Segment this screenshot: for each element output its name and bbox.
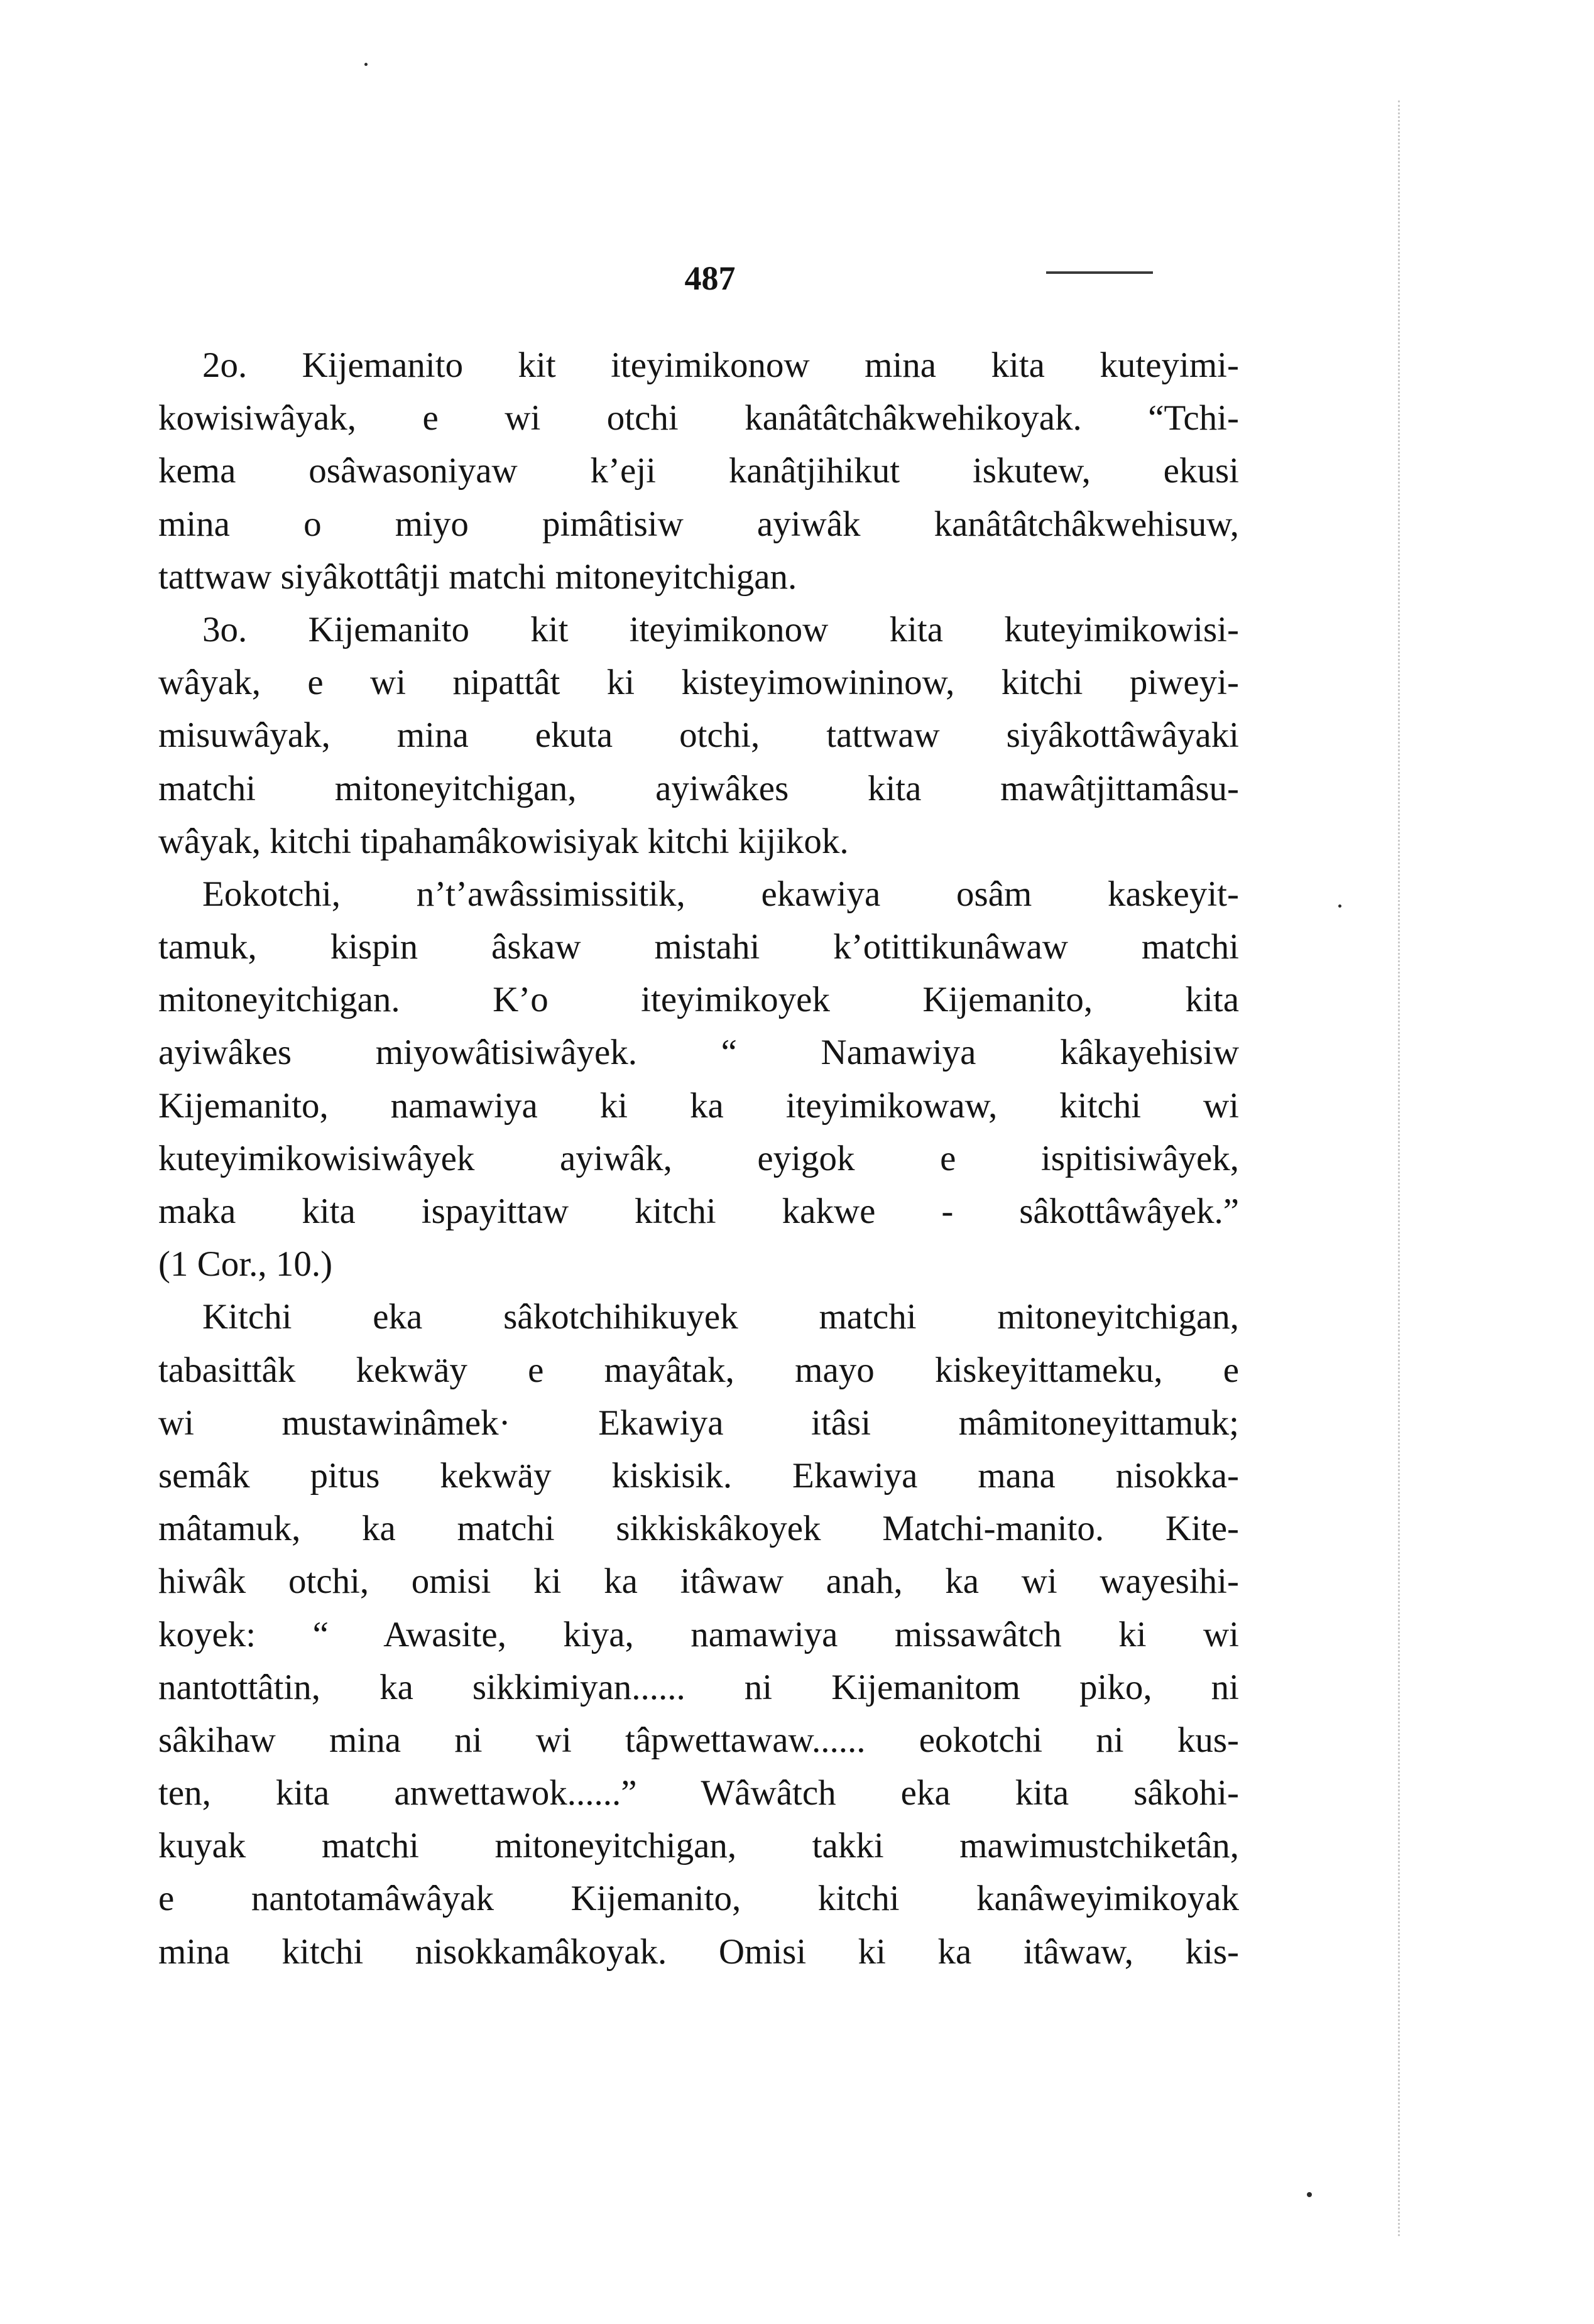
header-rule — [1046, 271, 1153, 274]
text-line: semâk pitus kekwäy kiskisik. Ekawiya mana nisokka- — [158, 1455, 1239, 1496]
text-line: kuyak matchi mitoneyitchigan, takki mawimustchiketân, — [158, 1826, 1239, 1866]
text-line: ten, kita anwettawok......” Wâwâtch eka kita sâkohi- — [158, 1773, 1239, 1813]
text-line: koyek: “ Awasite, kiya, namawiya missawâtch ki wi — [158, 1614, 1239, 1654]
text-line: kema osâwasoniyaw k’eji kanâtjihikut iskutew, ekusi — [158, 451, 1239, 491]
text-line: sâkihaw mina ni wi tâpwettawaw...... eokotchi ni kus- — [158, 1720, 1239, 1760]
text-line: (1 Cor., 10.) — [158, 1244, 333, 1284]
page-number: 487 — [684, 259, 736, 297]
text-line: tamuk, kispin âskaw mistahi k’otittikunâwaw matchi — [158, 927, 1239, 967]
text-line: 3o. Kijemanito kit iteyimikonow kita kuteyimikowisi- — [202, 609, 1239, 649]
text-line: matchi mitoneyitchigan, ayiwâkes kita mawâtjittamâsu- — [158, 768, 1239, 808]
text-line: hiwâk otchi, omisi ki ka itâwaw anah, ka wi wayesihi- — [158, 1561, 1239, 1602]
text-line: nantottâtin, ka sikkimiyan...... ni Kijemanitom piko, ni — [158, 1667, 1239, 1707]
ink-speck — [364, 63, 368, 66]
text-line: ayiwâkes miyowâtisiwâyek. “ Namawiya kâkayehisiw — [158, 1033, 1239, 1073]
text-line: wi mustawinâmek· Ekawiya itâsi mâmitoneyittamuk; — [158, 1403, 1239, 1443]
text-line: kowisiwâyak, e wi otchi kanâtâtchâkwehikoyak. “Tchi- — [158, 398, 1239, 438]
text-line: mina kitchi nisokkamâkoyak. Omisi ki ka itâwaw, kis- — [158, 1931, 1239, 1972]
text-line: Eokotchi, n’t’awâssimissitik, ekawiya osâm kaskeyit- — [202, 874, 1239, 914]
text-line: mitoneyitchigan. K’o iteyimikoyek Kijemanito, kita — [158, 980, 1239, 1020]
text-line: tattwaw siyâkottâtji matchi mitoneyitchigan. — [158, 557, 797, 597]
text-line: mâtamuk, ka matchi sikkiskâkoyek Matchi-manito. Kite- — [158, 1509, 1239, 1549]
text-line: wâyak, e wi nipattât ki kisteyimowininow, kitchi piweyi- — [158, 663, 1239, 703]
text-line: misuwâyak, mina ekuta otchi, tattwaw siyâkottâwâyaki — [158, 715, 1239, 756]
page-edge-marks — [1398, 100, 1425, 2236]
text-line: mina o miyo pimâtisiw ayiwâk kanâtâtchâkwehisuw, — [158, 504, 1239, 544]
text-line: e nantotamâwâyak Kijemanito, kitchi kanâweyimikoyak — [158, 1879, 1239, 1919]
body-text — [158, 339, 1239, 1979]
text-line: kuteyimikowisiwâyek ayiwâk, eyigok e ispitisiwâyek, — [158, 1138, 1239, 1178]
ink-speck — [1307, 2192, 1312, 2197]
text-line: maka kita ispayittaw kitchi kakwe - sâkottâwâyek.” — [158, 1192, 1239, 1231]
text-line: tabasittâk kekwäy e mayâtak, mayo kiskeyittameku, e — [158, 1350, 1239, 1390]
ink-speck — [1338, 904, 1341, 908]
text-line: Kitchi eka sâkotchihikuyek matchi mitoneyitchigan, — [202, 1297, 1239, 1337]
text-line: Kijemanito, namawiya ki ka iteyimikowaw, kitchi wi — [158, 1085, 1239, 1126]
text-line: wâyak, kitchi tipahamâkowisiyak kitchi kijikok. — [158, 821, 849, 861]
text-line: 2o. Kijemanito kit iteyimikonow mina kita kuteyimi- — [202, 345, 1239, 385]
